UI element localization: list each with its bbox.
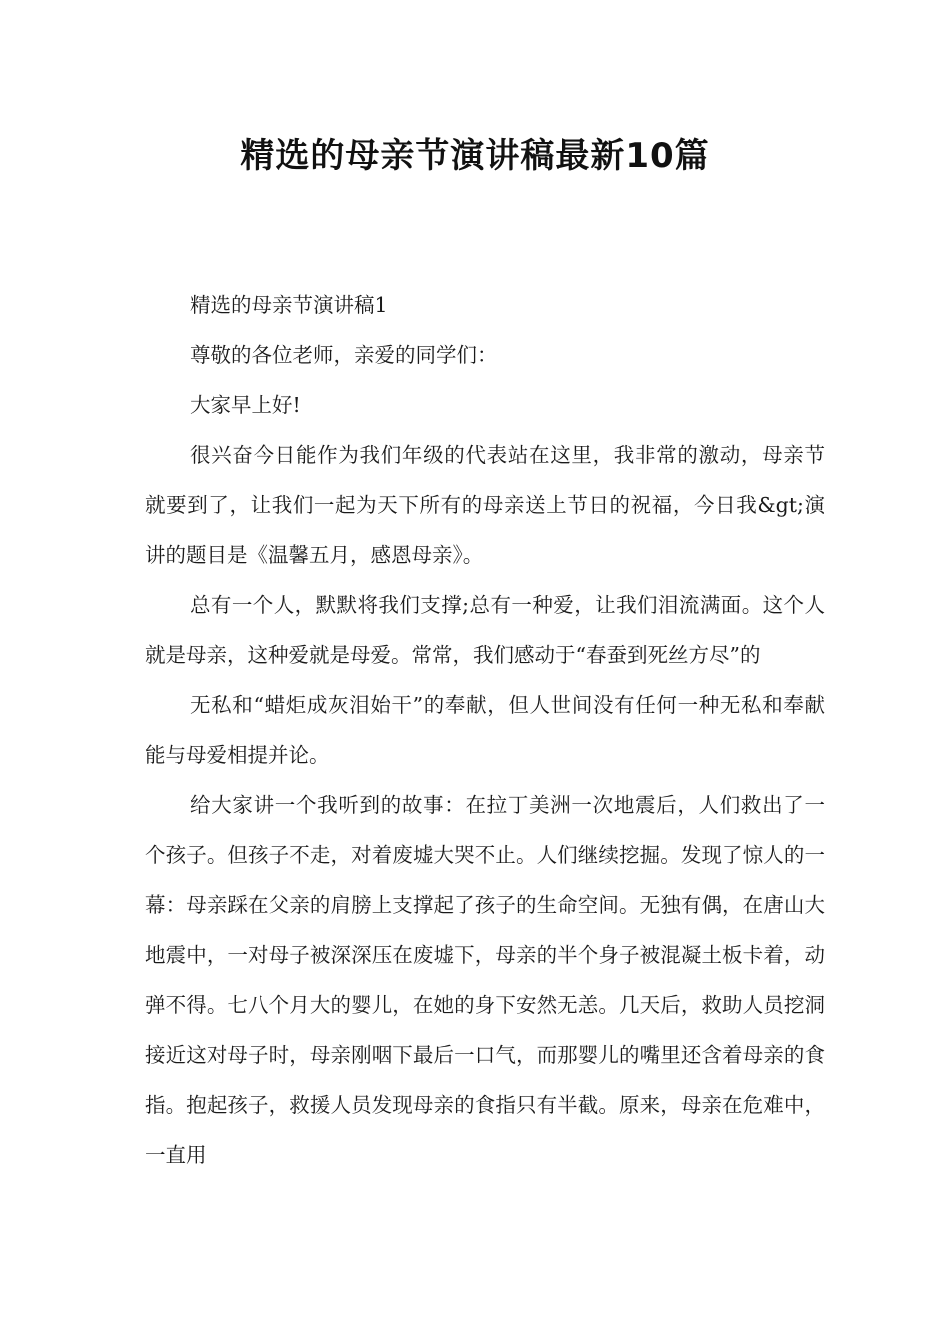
salutation: 尊敬的各位老师，亲爱的同学们： bbox=[190, 343, 498, 367]
document-title: 精选的母亲节演讲稿最新10篇 bbox=[240, 136, 710, 176]
document-body bbox=[145, 280, 825, 1180]
paragraph-intro: 很兴奋今日能作为我们年级的代表站在这里，我非常的激动，母亲节就要到了，让我们一起为天下所有的母亲送上节日的祝福，今日我&gt;演讲的题目是《温馨五月，感恩母亲》。 bbox=[145, 443, 825, 567]
greeting: 大家早上好! bbox=[190, 393, 301, 417]
paragraph-selfless: 无私和“蜡炬成灰泪始干”的奉献，但人世间没有任何一种无私和奉献能与母爱相提并论。 bbox=[145, 693, 825, 767]
paragraph-story: 给大家讲一个我听到的故事：在拉丁美洲一次地震后，人们救出了一个孩子。但孩子不走，对着废墟大哭不止。人们继续挖掘。发现了惊人的一幕：母亲踩在父亲的肩膀上支撑起了孩子的生命空间。无独有偶，在唐山大地震中，一对母子被深深压在废墟下，母亲的半个身子被混凝土板卡着，动弹不得。七八个月大的婴儿，在她的身下安然无恙。几天后，救助人员挖洞接近这对母子时，母亲刚咽下最后一口气，而那婴儿的嘴里还含着母亲的食指。抱起孩子，救援人员发现母亲的食指只有半截。原来，母亲在危难中，一直用 bbox=[145, 793, 825, 1167]
paragraph-mother-love: 总有一个人，默默将我们支撑;总有一种爱，让我们泪流满面。这个人就是母亲，这种爱就是母爱。常常，我们感动于“春蚕到死丝方尽”的 bbox=[145, 593, 825, 667]
section-heading: 精选的母亲节演讲稿1 bbox=[190, 293, 388, 317]
